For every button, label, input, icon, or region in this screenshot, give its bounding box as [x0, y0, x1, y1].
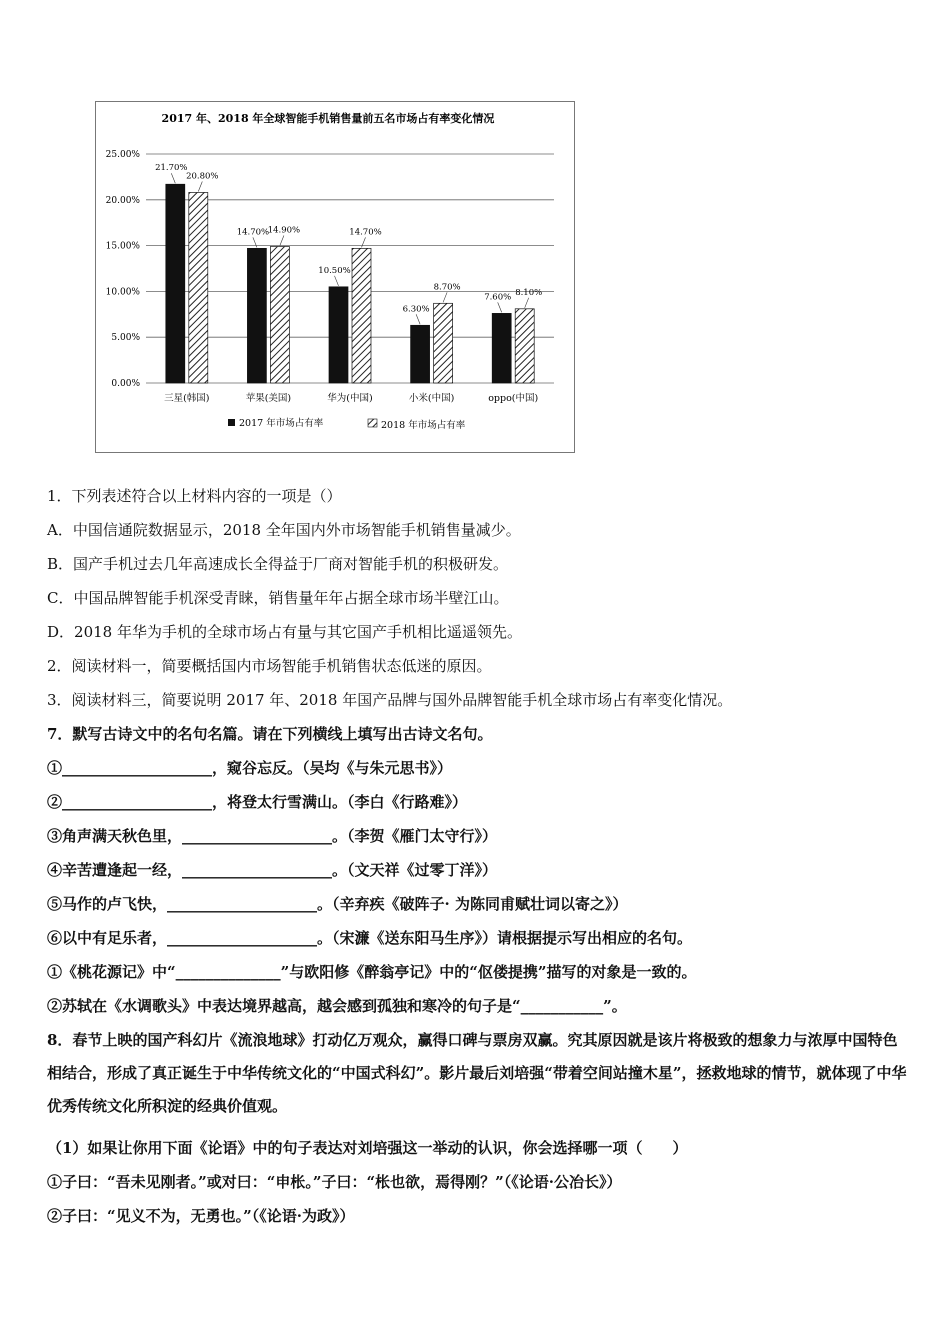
market-share-chart [95, 101, 575, 453]
leader-line [525, 298, 529, 308]
leader-line [171, 173, 175, 183]
chart-svg [96, 102, 574, 452]
bar-2018 [270, 247, 289, 383]
q1-option-b: B．国产手机过去几年高速成长全得益于厂商对智能手机的积极研发。 [47, 555, 509, 573]
q7-stem: 7．默写古诗文中的名句名篇。请在下列横线上填写出古诗文名句。 [47, 725, 493, 743]
legend-2017-label: 2017 年市场占有率 [239, 418, 324, 429]
data-label: 14.70% [236, 227, 270, 238]
bar-2017 [247, 248, 266, 383]
y-tick-label: 5.00% [111, 333, 140, 344]
q1-option-c: C．中国品牌智能手机深受青睐，销售量年年占据全球市场半壁江山。 [47, 589, 509, 607]
leader-line [335, 276, 339, 286]
leader-line [416, 314, 420, 324]
q7-line-7: ①《桃花源记》中“______________”与欧阳修《醉翁亭记》中的“伛偻提携”描写的对象是一致的。 [47, 963, 697, 981]
data-label: 14.70% [349, 227, 382, 238]
q7-line-5: ⑤马作的卢飞快，____________________。（辛弃疾《破阵子· 为陈同甫赋壮词以寄之》） [47, 895, 628, 913]
data-label: 8.10% [515, 287, 543, 298]
bar-2017 [166, 184, 185, 383]
q8-sub1: （1）如果让你用下面《论语》中的句子表达对刘培强这一举动的认识，你会选择哪一项（ ） [47, 1139, 688, 1157]
q8-option-2: ②子曰：“见义不为，无勇也。”（《论语·为政》） [47, 1207, 355, 1225]
q7-line-2: ②____________________，将登太行雪满山。（李白《行路难》） [47, 793, 468, 811]
data-label: 6.30% [402, 304, 430, 315]
bar-2017 [492, 313, 511, 383]
q7-line-8: ②苏轼在《水调歌头》中表达境界越高，越会感到孤独和寒冷的句子是“___________”。 [47, 997, 627, 1015]
leader-line [198, 181, 202, 191]
legend-2018-swatch [368, 419, 377, 427]
q8-option-1: ①子曰：“吾未见刚者。”或对曰：“申枨。”子曰：“枨也欲，焉得刚？”（《论语·公冶长》） [47, 1173, 622, 1191]
data-label: 14.90% [267, 225, 301, 236]
bar-2017 [329, 287, 348, 383]
bar-2017 [411, 325, 430, 383]
q7-line-1: ①____________________，窥谷忘反。（吴均《与朱元思书》） [47, 759, 453, 777]
chart-title: 2017 年、2018 年全球智能手机销售量前五名市场占有率变化情况 [161, 112, 495, 125]
data-label: 10.50% [318, 265, 351, 276]
data-label: 8.70% [433, 282, 461, 293]
category-label: 华为(中国) [327, 393, 373, 404]
data-label: 20.80% [186, 171, 219, 182]
q1-option-d: D．2018 年华为手机的全球市场占有量与其它国产手机相比遥遥领先。 [47, 623, 522, 641]
q1-option-a: A．中国信通院数据显示，2018 全年国内外市场智能手机销售量减少。 [47, 521, 521, 539]
legend-2017-swatch [228, 419, 235, 426]
q7-line-6: ⑥以中有足乐者，____________________。（宋濂《送东阳马生序》）请根据提示写出相应的名句。 [47, 929, 693, 947]
category-label: 苹果(美国) [245, 393, 292, 404]
q7-line-4: ④辛苦遭逢起一经，____________________。（文天祥《过零丁洋》） [47, 861, 498, 879]
category-label: oppo(中国) [488, 393, 539, 404]
q3-stem: 3．阅读材料三，简要说明 2017 年、2018 年国产品牌与国外品牌智能手机全球市场占有率变化情况。 [47, 691, 733, 709]
y-tick-label: 0.00% [111, 379, 140, 389]
leader-line [498, 302, 502, 312]
q8-paragraph: 8．春节上映的国产科幻片《流浪地球》打动亿万观众，赢得口碑与票房双赢。究其原因就是该片将极致的想象力与浓厚中国特色相结合，形成了真正诞生于中华传统文化的“中国式科幻”。影片最后刘培强“带着空间站撞木星”，拯救地球的情节，就体现了中华优秀传统文化所积淀的经典价值观。 [47, 1031, 907, 1115]
y-tick-label: 15.00% [105, 241, 140, 252]
bar-2018 [434, 303, 453, 383]
legend-2018-label: 2018 年市场占有率 [381, 420, 466, 431]
leader-line [443, 292, 447, 302]
bar-2018 [515, 309, 534, 383]
q2-stem: 2．阅读材料一，简要概括国内市场智能手机销售状态低迷的原因。 [47, 657, 492, 675]
q7-line-3: ③角声满天秋色里，____________________。（李贺《雁门太守行》） [47, 827, 498, 845]
y-tick-label: 10.00% [105, 287, 140, 298]
category-label: 小米(中国) [408, 393, 455, 404]
leader-line [280, 236, 284, 246]
category-label: 三星(韩国) [164, 393, 210, 404]
data-label: 21.70% [155, 163, 188, 174]
bar-2018 [352, 248, 371, 383]
bar-2018 [189, 192, 208, 383]
q1-stem: 1．下列表述符合以上材料内容的一项是（） [47, 487, 342, 505]
y-tick-label: 20.00% [105, 195, 140, 206]
data-label: 7.60% [484, 292, 512, 303]
y-tick-label: 25.00% [105, 150, 140, 160]
